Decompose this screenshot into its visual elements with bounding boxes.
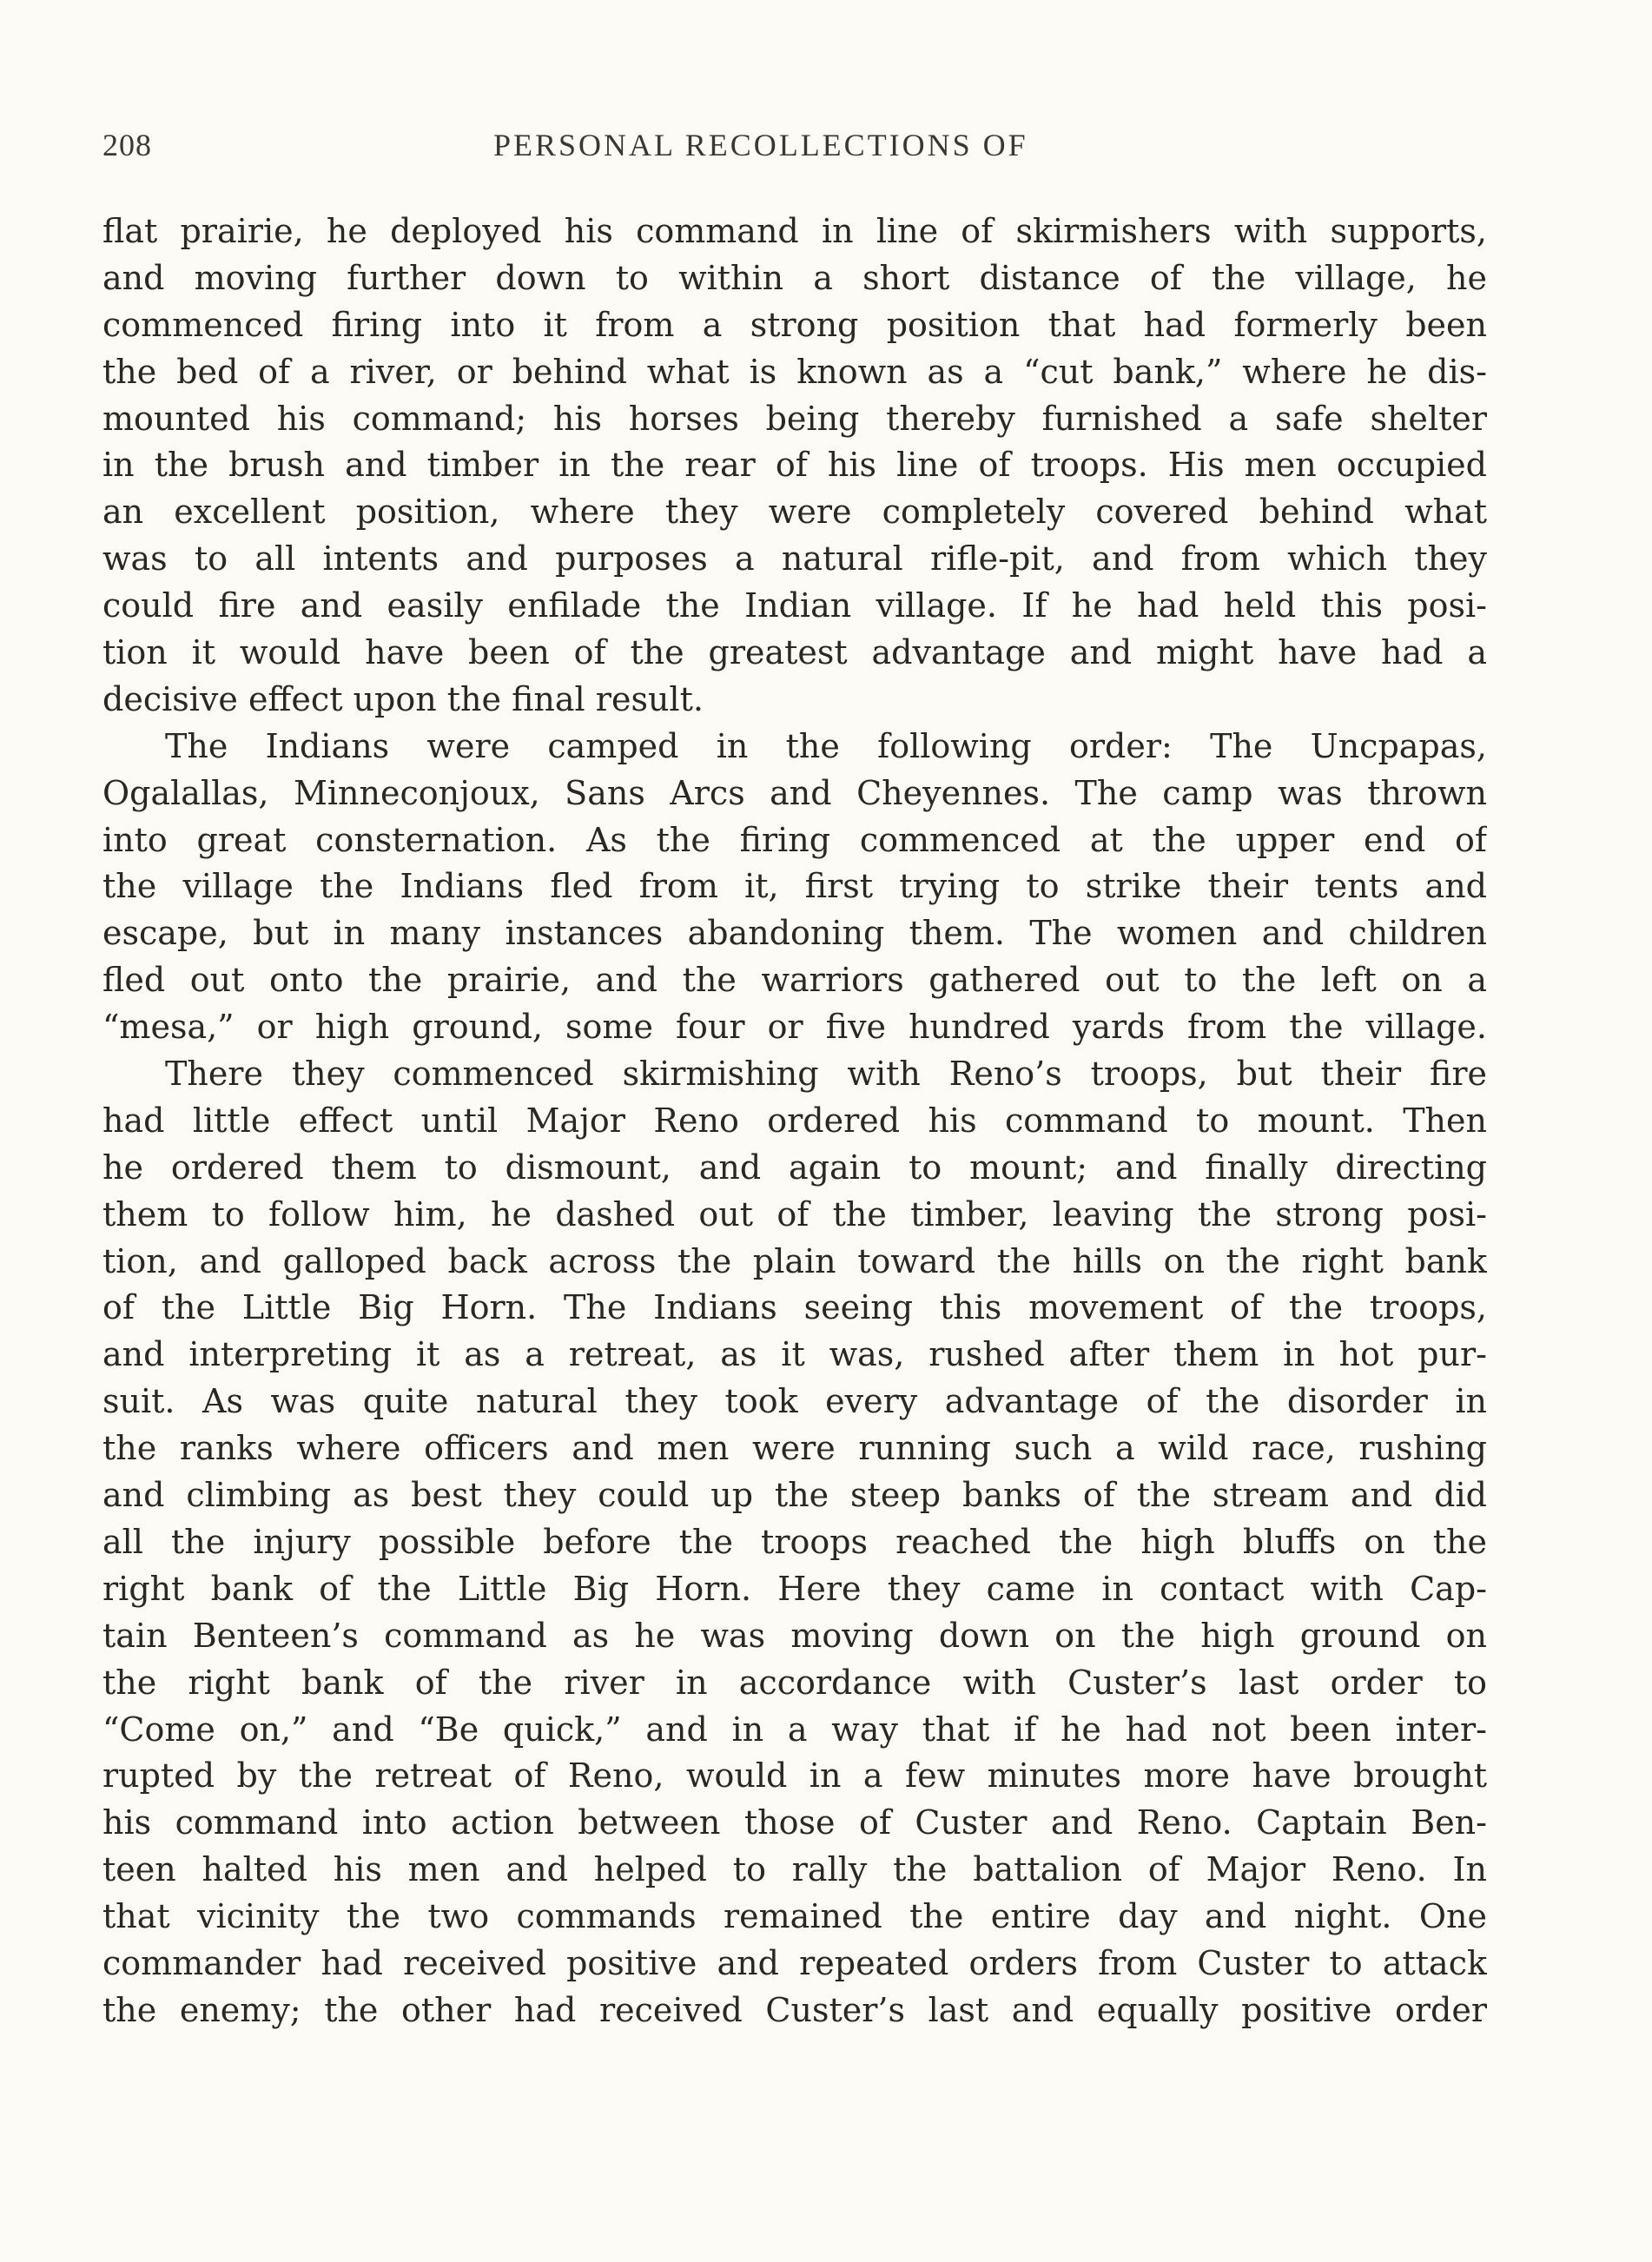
text-line: “Come on,” and “Be quick,” and in a way that if he had not been inter- bbox=[102, 1710, 1487, 1749]
text-line: them to follow him, he dashed out of the timber, leaving the strong posi- bbox=[102, 1194, 1487, 1234]
running-head bbox=[102, 122, 1492, 174]
text-line: fled out onto the prairie, and the warriors gathered out to the left on a bbox=[102, 961, 1487, 1000]
text-line: flat prairie, he deployed his command in line of skirmishers with supports, bbox=[102, 212, 1487, 250]
text-line: had little effect until Major Reno ordered his command to mount. Then bbox=[102, 1101, 1487, 1140]
page-number: 208 bbox=[102, 128, 152, 162]
text-line: The Indians were camped in the following order: The Uncpapas, bbox=[165, 726, 1487, 765]
text-line: tain Benteen’s command as he was moving down on the high ground on bbox=[102, 1616, 1487, 1655]
text-line: the enemy; the other had received Custer’s last and equally positive order bbox=[102, 1990, 1487, 2029]
text-line: decisive effect upon the final result. bbox=[102, 679, 704, 718]
text-line: he ordered them to dismount, and again to mount; and finally directing bbox=[102, 1148, 1487, 1187]
text-line: the right bank of the river in accordance with Custer’s last order to bbox=[102, 1663, 1487, 1702]
text-line: There they commenced skirmishing with Reno’s troops, but their fire bbox=[165, 1055, 1487, 1094]
running-title: PERSONAL RECOLLECTIONS OF bbox=[493, 128, 1028, 162]
text-line: commenced firing into it from a strong position that had formerly been bbox=[102, 305, 1487, 344]
text-line: rupted by the retreat of Reno, would in a few minutes more have brought bbox=[102, 1756, 1487, 1796]
text-line: right bank of the Little Big Horn. Here they came in contact with Cap- bbox=[102, 1569, 1487, 1608]
text-line: escape, but in many instances abandoning them. The women and children bbox=[102, 914, 1487, 953]
text-line: could fire and easily enfilade the Indian village. If he had held this posi- bbox=[102, 586, 1487, 625]
text-line: and moving further down to within a short distance of the village, he bbox=[102, 258, 1487, 297]
text-line: the ranks where officers and men were running such a wild race, rushing bbox=[102, 1429, 1487, 1468]
text-line: mounted his command; his horses being thereby furnished a safe shelter bbox=[102, 399, 1487, 438]
text-line: into great consternation. As the firing commenced at the upper end of bbox=[102, 820, 1487, 859]
text-line: the bed of a river, or behind what is known as a “cut bank,” where he dis- bbox=[102, 352, 1487, 391]
body-text bbox=[102, 208, 1487, 2034]
text-line: that vicinity the two commands remained the entire day and night. One bbox=[102, 1897, 1487, 1936]
text-line: “mesa,” or high ground, some four or five hundred yards from the village. bbox=[102, 1008, 1487, 1047]
text-line: all the injury possible before the troops reached the high bluffs on the bbox=[102, 1522, 1487, 1561]
text-line: and interpreting it as a retreat, as it was, rushed after them in hot pur- bbox=[102, 1335, 1487, 1374]
text-line: tion, and galloped back across the plain toward the hills on the right bank bbox=[102, 1241, 1487, 1280]
text-line: teen halted his men and helped to rally the battalion of Major Reno. In bbox=[102, 1850, 1487, 1889]
text-line: his command into action between those of Custer and Reno. Captain Ben- bbox=[102, 1803, 1487, 1842]
text-line: tion it would have been of the greatest advantage and might have had a bbox=[102, 633, 1487, 672]
text-line: in the brush and timber in the rear of his line of troops. His men occupied bbox=[102, 446, 1487, 485]
text-line: and climbing as best they could up the steep banks of the stream and did bbox=[102, 1476, 1487, 1515]
text-line: commander had received positive and repeated orders from Custer to attack bbox=[102, 1943, 1487, 1982]
text-line: was to all intents and purposes a natural rifle-pit, and from which they bbox=[102, 539, 1487, 579]
text-line: of the Little Big Horn. The Indians seeing this movement of the troops, bbox=[102, 1288, 1487, 1327]
text-line: Ogalallas, Minneconjoux, Sans Arcs and Cheyennes. The camp was thrown bbox=[102, 773, 1487, 812]
text-line: suit. As was quite natural they took every advantage of the disorder in bbox=[102, 1382, 1487, 1421]
text-line: the village the Indians fled from it, first trying to strike their tents and bbox=[102, 867, 1487, 906]
text-line: an excellent position, where they were completely covered behind what bbox=[102, 493, 1487, 532]
